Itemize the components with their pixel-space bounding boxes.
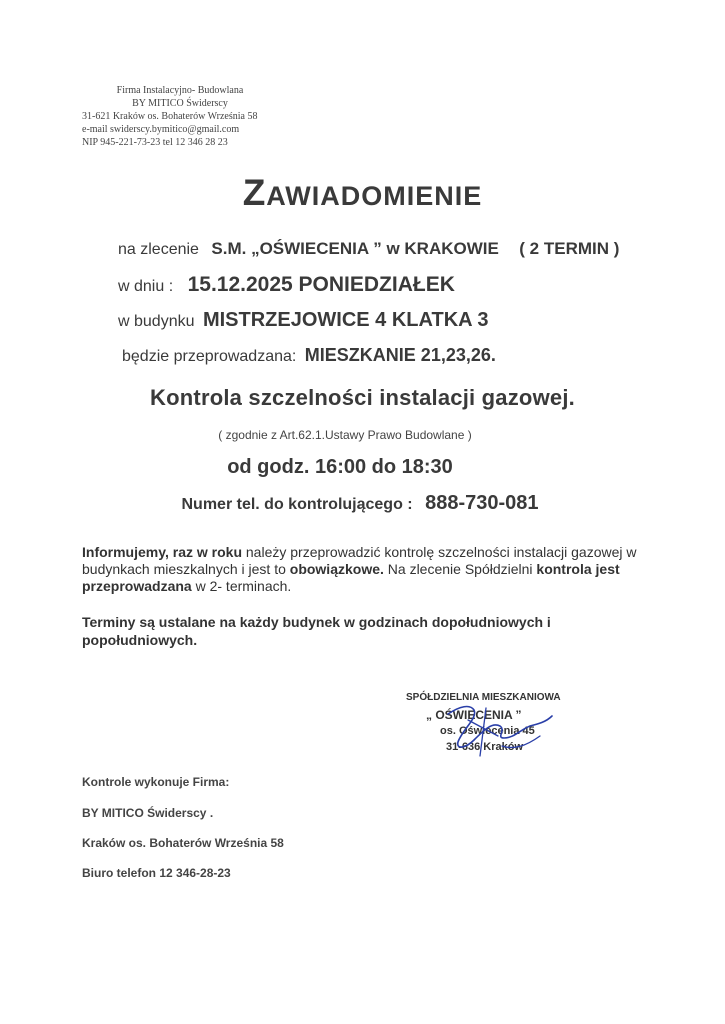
- phone-number: 888-730-081: [425, 492, 539, 514]
- legal-note: ( zgodnie z Art.62.1.Ustawy Prawo Budowlane ): [218, 428, 472, 442]
- footer-company-name: BY MITICO Świderscy .: [82, 806, 214, 820]
- order-term: ( 2 TERMIN ): [519, 239, 620, 258]
- letterhead-company-name: BY MITICO Świderscy: [132, 98, 228, 109]
- building-line: [118, 309, 489, 332]
- stamp-line-1: SPÓŁDZIELNIA MIESZKANIOWA: [406, 692, 561, 703]
- stamp-line-2: „ OŚWIECENIA ”: [426, 708, 522, 722]
- info-bold-1: Informujemy, raz w roku: [82, 544, 242, 560]
- info-text-3: w 2- terminach.: [191, 578, 292, 594]
- info-text-2: Na zlecenie Spółdzielni: [383, 561, 537, 577]
- footer-contractor-label: Kontrole wykonuje Firma:: [82, 775, 230, 789]
- building-label: w budynku: [118, 313, 195, 330]
- building-value: MISTRZEJOWICE 4 KLATKA 3: [202, 309, 489, 331]
- info-bold-2: obowiązkowe.: [289, 561, 384, 577]
- apartments-value: MIESZKANIE 21,23,26.: [304, 345, 496, 365]
- handwritten-signature: [440, 696, 560, 766]
- stamp-line-3: os. Oświecenia 45: [440, 725, 535, 737]
- info-text-1: należy przeprowadzić kontrolę szczelności instalacji gazowej w budynkach mieszkalnych i jest to: [82, 544, 637, 577]
- schedule-paragraph: Terminy są ustalane na każdy budynek w godzinach dopołudniowych i popołudniowych.: [82, 614, 551, 648]
- date-value: 15.12.2025 PONIEDZIAŁEK: [187, 273, 455, 296]
- letterhead-nip-phone: NIP 945-221-73-23 tel 12 346 28 23: [82, 137, 228, 148]
- letterhead-address: 31-621 Kraków os. Bohaterów Września 58: [82, 111, 258, 122]
- document-title: [0, 172, 725, 214]
- date-line: [118, 273, 455, 297]
- title-first-letter: Z: [242, 172, 267, 213]
- stamp-line-4: 31-636 Kraków: [446, 741, 524, 753]
- title-rest: AWIADOMIENIE: [266, 181, 483, 211]
- order-label: na zlecenie: [118, 241, 199, 258]
- phone-label: Numer tel. do kontrolującego :: [181, 496, 413, 513]
- letterhead-email: e-mail swiderscy.bymitico@gmail.com: [82, 124, 240, 135]
- order-line: [118, 239, 619, 259]
- date-label: w dniu :: [118, 278, 174, 295]
- letterhead-company-type: Firma Instalacyjno- Budowlana: [116, 85, 244, 96]
- apartments-label: będzie przeprowadzana:: [122, 348, 297, 365]
- footer-address: Kraków os. Bohaterów Września 58: [82, 836, 284, 850]
- footer-office-phone: Biuro telefon 12 346-28-23: [82, 866, 231, 880]
- info-bold-3: kontrola jest przeprowadzana: [82, 561, 620, 594]
- inspection-hours: od godz. 16:00 do 18:30: [227, 456, 453, 478]
- company-letterhead: [82, 84, 312, 149]
- info-paragraph: [82, 544, 642, 595]
- order-client: S.M. „OŚWIECENIA ” w KRAKOWIE: [211, 239, 499, 258]
- inspector-phone: [0, 492, 720, 515]
- apartments-line: [122, 345, 496, 366]
- inspection-heading: Kontrola szczelności instalacji gazowej.: [150, 385, 575, 410]
